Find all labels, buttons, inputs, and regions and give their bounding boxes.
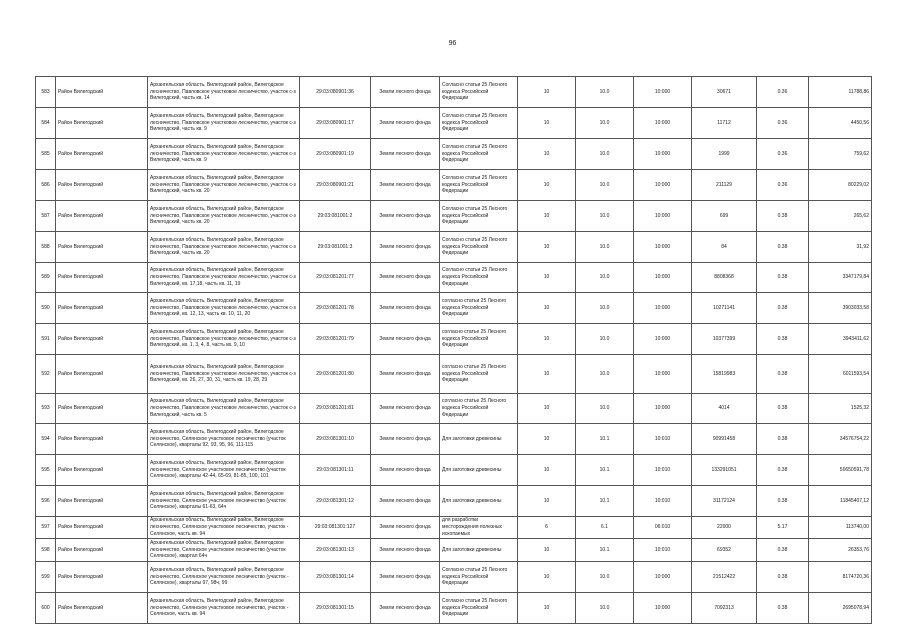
usage-subgroup-cell: 10.0 [576,293,634,324]
table-row [36,539,872,562]
district-cell: Район Вилегодский [56,201,148,232]
cadastral-value-cell: 26353,76 [809,539,872,562]
district-cell: Район Вилегодский [56,324,148,355]
area-cell: 31172124 [692,486,757,517]
cadastral-number-cell: 29:03:081301:11 [300,455,371,486]
land-category-cell: Земли лесного фонда [371,517,440,539]
usage-basis-cell: Согласно статьи 25 Лесного кодекса Российской Федерации [440,77,518,108]
rate-cell: 0.36 [757,170,809,201]
usage-subgroup-cell: 10.0 [576,170,634,201]
cadastral-number-cell: 29:03:081201:77 [300,263,371,293]
location-cell: Архангельская область, Вилегодский район, Вилегодское лесничество, Павловское участковое лесничество, участок с-з Вилегодский, кв. 12, 13, часть кв. 10, 11, 20 [148,293,300,324]
location-cell: Архангельская область, Вилегодский район, Вилегодское лесничество, Селянское участковое лесничество (участок Селянское), кварталы 92, 93, 95, 96, 111-115 [148,424,300,455]
cadastral-number-cell: 29:03:081201:81 [300,394,371,424]
cadastral-value-cell: 3347179,84 [809,263,872,293]
usage-group-cell: 10 [518,539,576,562]
cadastral-value-cell: 11845407,12 [809,486,872,517]
usage-group-cell: 10 [518,486,576,517]
usage-code-cell: 10:010 [634,455,692,486]
table-body [36,77,872,624]
district-cell: Район Вилегодский [56,486,148,517]
cadastral-value-cell: 2695078,94 [809,593,872,624]
usage-group-cell: 10 [518,355,576,394]
location-cell: Архангельская область, Вилегодский район, Вилегодское лесничество, Селянское участковое лесничество, участок - Селянское, часть кв. 94 [148,517,300,539]
usage-group-cell: 10 [518,293,576,324]
usage-group-cell: 10 [518,108,576,139]
usage-code-cell: 10:000 [634,293,692,324]
rate-cell: 0.36 [757,108,809,139]
table-row [36,394,872,424]
area-cell: 1999 [692,139,757,170]
usage-basis-cell: для разработки месторождения полезных ископаемых [440,517,518,539]
usage-basis-cell: Для заготовки древесины [440,486,518,517]
land-category-cell: Земли лесного фонда [371,424,440,455]
cadastral-number-cell: 29:03:080901:21 [300,170,371,201]
usage-subgroup-cell: 10.0 [576,593,634,624]
usage-basis-cell: Согласно статьи 25 Лесного кодекса Российской Федерации [440,232,518,263]
rate-cell: 0.36 [757,139,809,170]
rate-cell: 0.38 [757,539,809,562]
usage-basis-cell: согласно статье 25 Лесного кодекса Российской Федерации [440,324,518,355]
cadastral-value-cell: 34576754,22 [809,424,872,455]
usage-subgroup-cell: 10.1 [576,455,634,486]
row-number-cell: 586 [36,170,56,201]
usage-code-cell: 10:000 [634,324,692,355]
table-row [36,201,872,232]
usage-subgroup-cell: 10.0 [576,108,634,139]
area-cell: 11712 [692,108,757,139]
cadastral-value-cell: 11788,86 [809,77,872,108]
district-cell: Район Вилегодский [56,562,148,593]
table-row [36,77,872,108]
usage-group-cell: 10 [518,593,576,624]
cadastral-number-cell: 29:03:081301:15 [300,593,371,624]
rate-cell: 0.38 [757,394,809,424]
area-cell: 699 [692,201,757,232]
row-number-cell: 592 [36,355,56,394]
location-cell: Архангельская область, Вилегодский район, Вилегодское лесничество, Селянское участковое лесничество (участок Селянское), кварталы 42-44, 65-69, 81-85, 100, 101 [148,455,300,486]
land-category-cell: Земли лесного фонда [371,108,440,139]
cadastral-value-cell: 31,92 [809,232,872,263]
row-number-cell: 591 [36,324,56,355]
location-cell: Архангельская область, Вилегодский район, Вилегодское лесничество, Селянское участковое лесничество (участок Селянское), кварталы 61-63, 64ч [148,486,300,517]
table-row [36,293,872,324]
rate-cell: 0.38 [757,355,809,394]
rate-cell: 0.38 [757,562,809,593]
cadastral-number-cell: 29:03:081301:10 [300,424,371,455]
row-number-cell: 587 [36,201,56,232]
area-cell: 10271141 [692,293,757,324]
usage-basis-cell: Согласно статьи 25 Лесного кодекса Российской Федерации [440,263,518,293]
usage-subgroup-cell: 10.0 [576,562,634,593]
land-category-cell: Земли лесного фонда [371,77,440,108]
row-number-cell: 596 [36,486,56,517]
area-cell: 90991458 [692,424,757,455]
district-cell: Район Вилегодский [56,170,148,201]
usage-subgroup-cell: 10.0 [576,355,634,394]
usage-group-cell: 10 [518,394,576,424]
location-cell: Архангельская область, Вилегодский район, Вилегодское лесничество, Павловское участковое лесничество, участок с-з Вилегодский, часть кв. 20 [148,232,300,263]
table-row [36,593,872,624]
land-category-cell: Земли лесного фонда [371,263,440,293]
land-category-cell: Земли лесного фонда [371,486,440,517]
land-category-cell: Земли лесного фонда [371,293,440,324]
usage-basis-cell: Согласно статьи 25 Лесного кодекса Российской Федерации [440,593,518,624]
usage-code-cell: 06:010 [634,517,692,539]
usage-basis-cell: согласно статье 25 Лесного кодекса Российской Федерации [440,394,518,424]
rate-cell: 0.36 [757,77,809,108]
usage-subgroup-cell: 10.0 [576,201,634,232]
usage-group-cell: 10 [518,77,576,108]
usage-basis-cell: Согласно статьи 25 Лесного кодекса Российской Федерации [440,201,518,232]
cadastral-value-cell: 8174720,36 [809,562,872,593]
usage-group-cell: 10 [518,201,576,232]
district-cell: Район Вилегодский [56,355,148,394]
cadastral-value-cell: 1525,32 [809,394,872,424]
usage-subgroup-cell: 10.0 [576,324,634,355]
cadastral-value-cell: 80229,02 [809,170,872,201]
area-cell: 30671 [692,77,757,108]
district-cell: Район Вилегодский [56,593,148,624]
cadastral-value-cell: 3943411,62 [809,324,872,355]
location-cell: Архангельская область, Вилегодский район, Вилегодское лесничество, Павловское участковое лесничество, участок с-з Вилегодский, кв. 1, 3, 4, 8, часть кв. 9, 10 [148,324,300,355]
area-cell: 22000 [692,517,757,539]
land-category-cell: Земли лесного фонда [371,170,440,201]
land-category-cell: Земли лесного фонда [371,455,440,486]
usage-group-cell: 10 [518,324,576,355]
land-category-cell: Земли лесного фонда [371,593,440,624]
rate-cell: 0.38 [757,201,809,232]
district-cell: Район Вилегодский [56,424,148,455]
usage-code-cell: 10:000 [634,77,692,108]
cadastral-number-cell: 29:03:081301:13 [300,539,371,562]
rate-cell: 0.38 [757,424,809,455]
area-cell: 7092313 [692,593,757,624]
table-row [36,355,872,394]
usage-basis-cell: Для заготовки древесины [440,455,518,486]
usage-group-cell: 10 [518,170,576,201]
area-cell: 15819983 [692,355,757,394]
district-cell: Район Вилегодский [56,263,148,293]
usage-basis-cell: согласно статьи 25 Лесного кодекса Российской Федерации [440,293,518,324]
location-cell: Архангельская область, Вилегодский район, Вилегодское лесничество, Селянское участковое лесничество (участок - Селянское), кварталы 97, 98ч, 99 [148,562,300,593]
cadastral-value-cell: 4450,56 [809,108,872,139]
usage-basis-cell: Согласно статьи 25 Лесного кодекса Российской Федерации [440,108,518,139]
land-category-cell: Земли лесного фонда [371,201,440,232]
usage-basis-cell: Согласно статьи 25 Лесного кодекса Российской Федерации [440,170,518,201]
district-cell: Район Вилегодский [56,517,148,539]
row-number-cell: 590 [36,293,56,324]
table-row [36,455,872,486]
area-cell: 4014 [692,394,757,424]
usage-group-cell: 10 [518,232,576,263]
cadastral-number-cell: 29:03:081201:79 [300,324,371,355]
row-number-cell: 599 [36,562,56,593]
row-number-cell: 597 [36,517,56,539]
location-cell: Архангельская область, Вилегодский район, Вилегодское лесничество, Павловское участковое лесничество, участок с-з Вилегодский, кв. 26, 27, 30, 31, часть кв. 19, 28, 29 [148,355,300,394]
usage-code-cell: 10:010 [634,424,692,455]
land-category-cell: Земли лесного фонда [371,324,440,355]
land-category-cell: Земли лесного фонда [371,232,440,263]
rate-cell: 0.38 [757,293,809,324]
cadastral-number-cell: 29:03:081001:2 [300,201,371,232]
usage-code-cell: 10:000 [634,593,692,624]
usage-group-cell: 10 [518,139,576,170]
usage-code-cell: 10:000 [634,355,692,394]
location-cell: Архангельская область, Вилегодский район, Вилегодское лесничество, Павловское участковое лесничество, участок с-з Вилегодский, часть кв. 20 [148,201,300,232]
district-cell: Район Вилегодский [56,77,148,108]
cadastral-number-cell: 29:03:080901:17 [300,108,371,139]
usage-code-cell: 10:010 [634,486,692,517]
table-row [36,263,872,293]
usage-code-cell: 10:000 [634,232,692,263]
district-cell: Район Вилегодский [56,139,148,170]
cadastral-number-cell: 29:03:081001:3 [300,232,371,263]
cadastral-number-cell: 29:03:081301:12 [300,486,371,517]
row-number-cell: 585 [36,139,56,170]
location-cell: Архангельская область, Вилегодский район, Вилегодское лесничество, Павловское участковое лесничество, участок с-з Вилегодский, часть кв. 5 [148,394,300,424]
table-row [36,486,872,517]
row-number-cell: 595 [36,455,56,486]
usage-basis-cell: Для заготовки древесины [440,424,518,455]
table-row [36,324,872,355]
cadastral-value-cell: 6011593,54 [809,355,872,394]
cadastral-number-cell: 29:03:081201:80 [300,355,371,394]
table-row [36,517,872,539]
usage-group-cell: 10 [518,263,576,293]
location-cell: Архангельская область, Вилегодский район, Вилегодское лесничество, Павловское участковое лесничество, участок с-з Вилегодский, часть кв. 20 [148,170,300,201]
rate-cell: 5.17 [757,517,809,539]
area-cell: 8808368 [692,263,757,293]
cadastral-number-cell: 29:03:081201:78 [300,293,371,324]
table-row [36,170,872,201]
usage-code-cell: 10:000 [634,139,692,170]
usage-subgroup-cell: 10.0 [576,232,634,263]
rate-cell: 0.38 [757,324,809,355]
row-number-cell: 593 [36,394,56,424]
land-category-cell: Земли лесного фонда [371,562,440,593]
rate-cell: 0.38 [757,263,809,293]
district-cell: Район Вилегодский [56,539,148,562]
usage-basis-cell: Для заготовки древесины [440,539,518,562]
location-cell: Архангельская область, Вилегодский район, Вилегодское лесничество, Селянское участковое лесничество (участок Селянское), квартал 64ч [148,539,300,562]
area-cell: 10377399 [692,324,757,355]
table-row [36,562,872,593]
usage-code-cell: 10:010 [634,539,692,562]
table-row [36,424,872,455]
location-cell: Архангельская область, Вилегодский район, Вилегодское лесничество, Павловское участковое лесничество, участок с-з Вилегодский, кв. 17,18, часть кв. 11, 19 [148,263,300,293]
usage-code-cell: 10:000 [634,170,692,201]
land-category-cell: Земли лесного фонда [371,355,440,394]
usage-subgroup-cell: 10.1 [576,539,634,562]
usage-code-cell: 10:000 [634,394,692,424]
cadastral-value-cell: 759,62 [809,139,872,170]
usage-group-cell: 10 [518,455,576,486]
land-category-cell: Земли лесного фонда [371,139,440,170]
cadastral-value-cell: 50650591,78 [809,455,872,486]
row-number-cell: 598 [36,539,56,562]
usage-group-cell: 10 [518,424,576,455]
rate-cell: 0.38 [757,232,809,263]
cadastral-number-cell: 29:03:080901:36 [300,77,371,108]
row-number-cell: 588 [36,232,56,263]
usage-group-cell: 6 [518,517,576,539]
location-cell: Архангельская область, Вилегодский район, Вилегодское лесничество, Павловское участковое лесничество, участок с-з Вилегодский, часть кв. 9 [148,108,300,139]
usage-basis-cell: согласно статье 25 Лесного кодекса Российской Федерации [440,355,518,394]
usage-subgroup-cell: 10.0 [576,394,634,424]
usage-subgroup-cell: 10.0 [576,139,634,170]
land-category-cell: Земли лесного фонда [371,539,440,562]
page-number: 96 [448,40,457,47]
usage-subgroup-cell: 10.0 [576,263,634,293]
cadastral-value-cell: 3903033,58 [809,293,872,324]
table-row [36,139,872,170]
district-cell: Район Вилегодский [56,394,148,424]
area-cell: 84 [692,232,757,263]
usage-code-cell: 10:000 [634,201,692,232]
usage-basis-cell: Согласно статьи 25 Лесного кодекса Российской Федерации [440,562,518,593]
location-cell: Архангельская область, Вилегодский район, Вилегодское лесничество, Павловское участковое лесничество, участок с-з Вилегодский, часть кв. 9 [148,139,300,170]
area-cell: 21512422 [692,562,757,593]
row-number-cell: 600 [36,593,56,624]
cadastral-number-cell: 29:03:080901:19 [300,139,371,170]
usage-subgroup-cell: 6.1 [576,517,634,539]
usage-subgroup-cell: 10.0 [576,77,634,108]
land-registry-table [35,76,872,624]
usage-group-cell: 10 [518,562,576,593]
cadastral-number-cell: 29:03:081301:14 [300,562,371,593]
usage-code-cell: 10:000 [634,562,692,593]
district-cell: Район Вилегодский [56,293,148,324]
row-number-cell: 583 [36,77,56,108]
table-row [36,108,872,139]
land-category-cell: Земли лесного фонда [371,394,440,424]
district-cell: Район Вилегодский [56,108,148,139]
usage-code-cell: 10:000 [634,108,692,139]
location-cell: Архангельская область, Вилегодский район, Вилегодское лесничество, Селянское участковое лесничество, участок - Селянское, часть кв. 94 [148,593,300,624]
table-row [36,232,872,263]
cadastral-value-cell: 113740,00 [809,517,872,539]
rate-cell: 0.38 [757,593,809,624]
cadastral-number-cell: 29:03:081301:127 [300,517,371,539]
usage-subgroup-cell: 10.1 [576,424,634,455]
row-number-cell: 589 [36,263,56,293]
district-cell: Район Вилегодский [56,455,148,486]
district-cell: Район Вилегодский [56,232,148,263]
usage-basis-cell: Согласно статьи 25 Лесного кодекса Российской Федерации [440,139,518,170]
row-number-cell: 594 [36,424,56,455]
usage-subgroup-cell: 10.1 [576,486,634,517]
area-cell: 133291051 [692,455,757,486]
row-number-cell: 584 [36,108,56,139]
cadastral-value-cell: 265,62 [809,201,872,232]
location-cell: Архангельская область, Вилегодский район, Вилегодское лесничество, Павловское участковое лесничество, участок с-з Вилегодский, часть кв. 14 [148,77,300,108]
rate-cell: 0.38 [757,455,809,486]
area-cell: 69352 [692,539,757,562]
area-cell: 211129 [692,170,757,201]
rate-cell: 0.38 [757,486,809,517]
usage-code-cell: 10:000 [634,263,692,293]
